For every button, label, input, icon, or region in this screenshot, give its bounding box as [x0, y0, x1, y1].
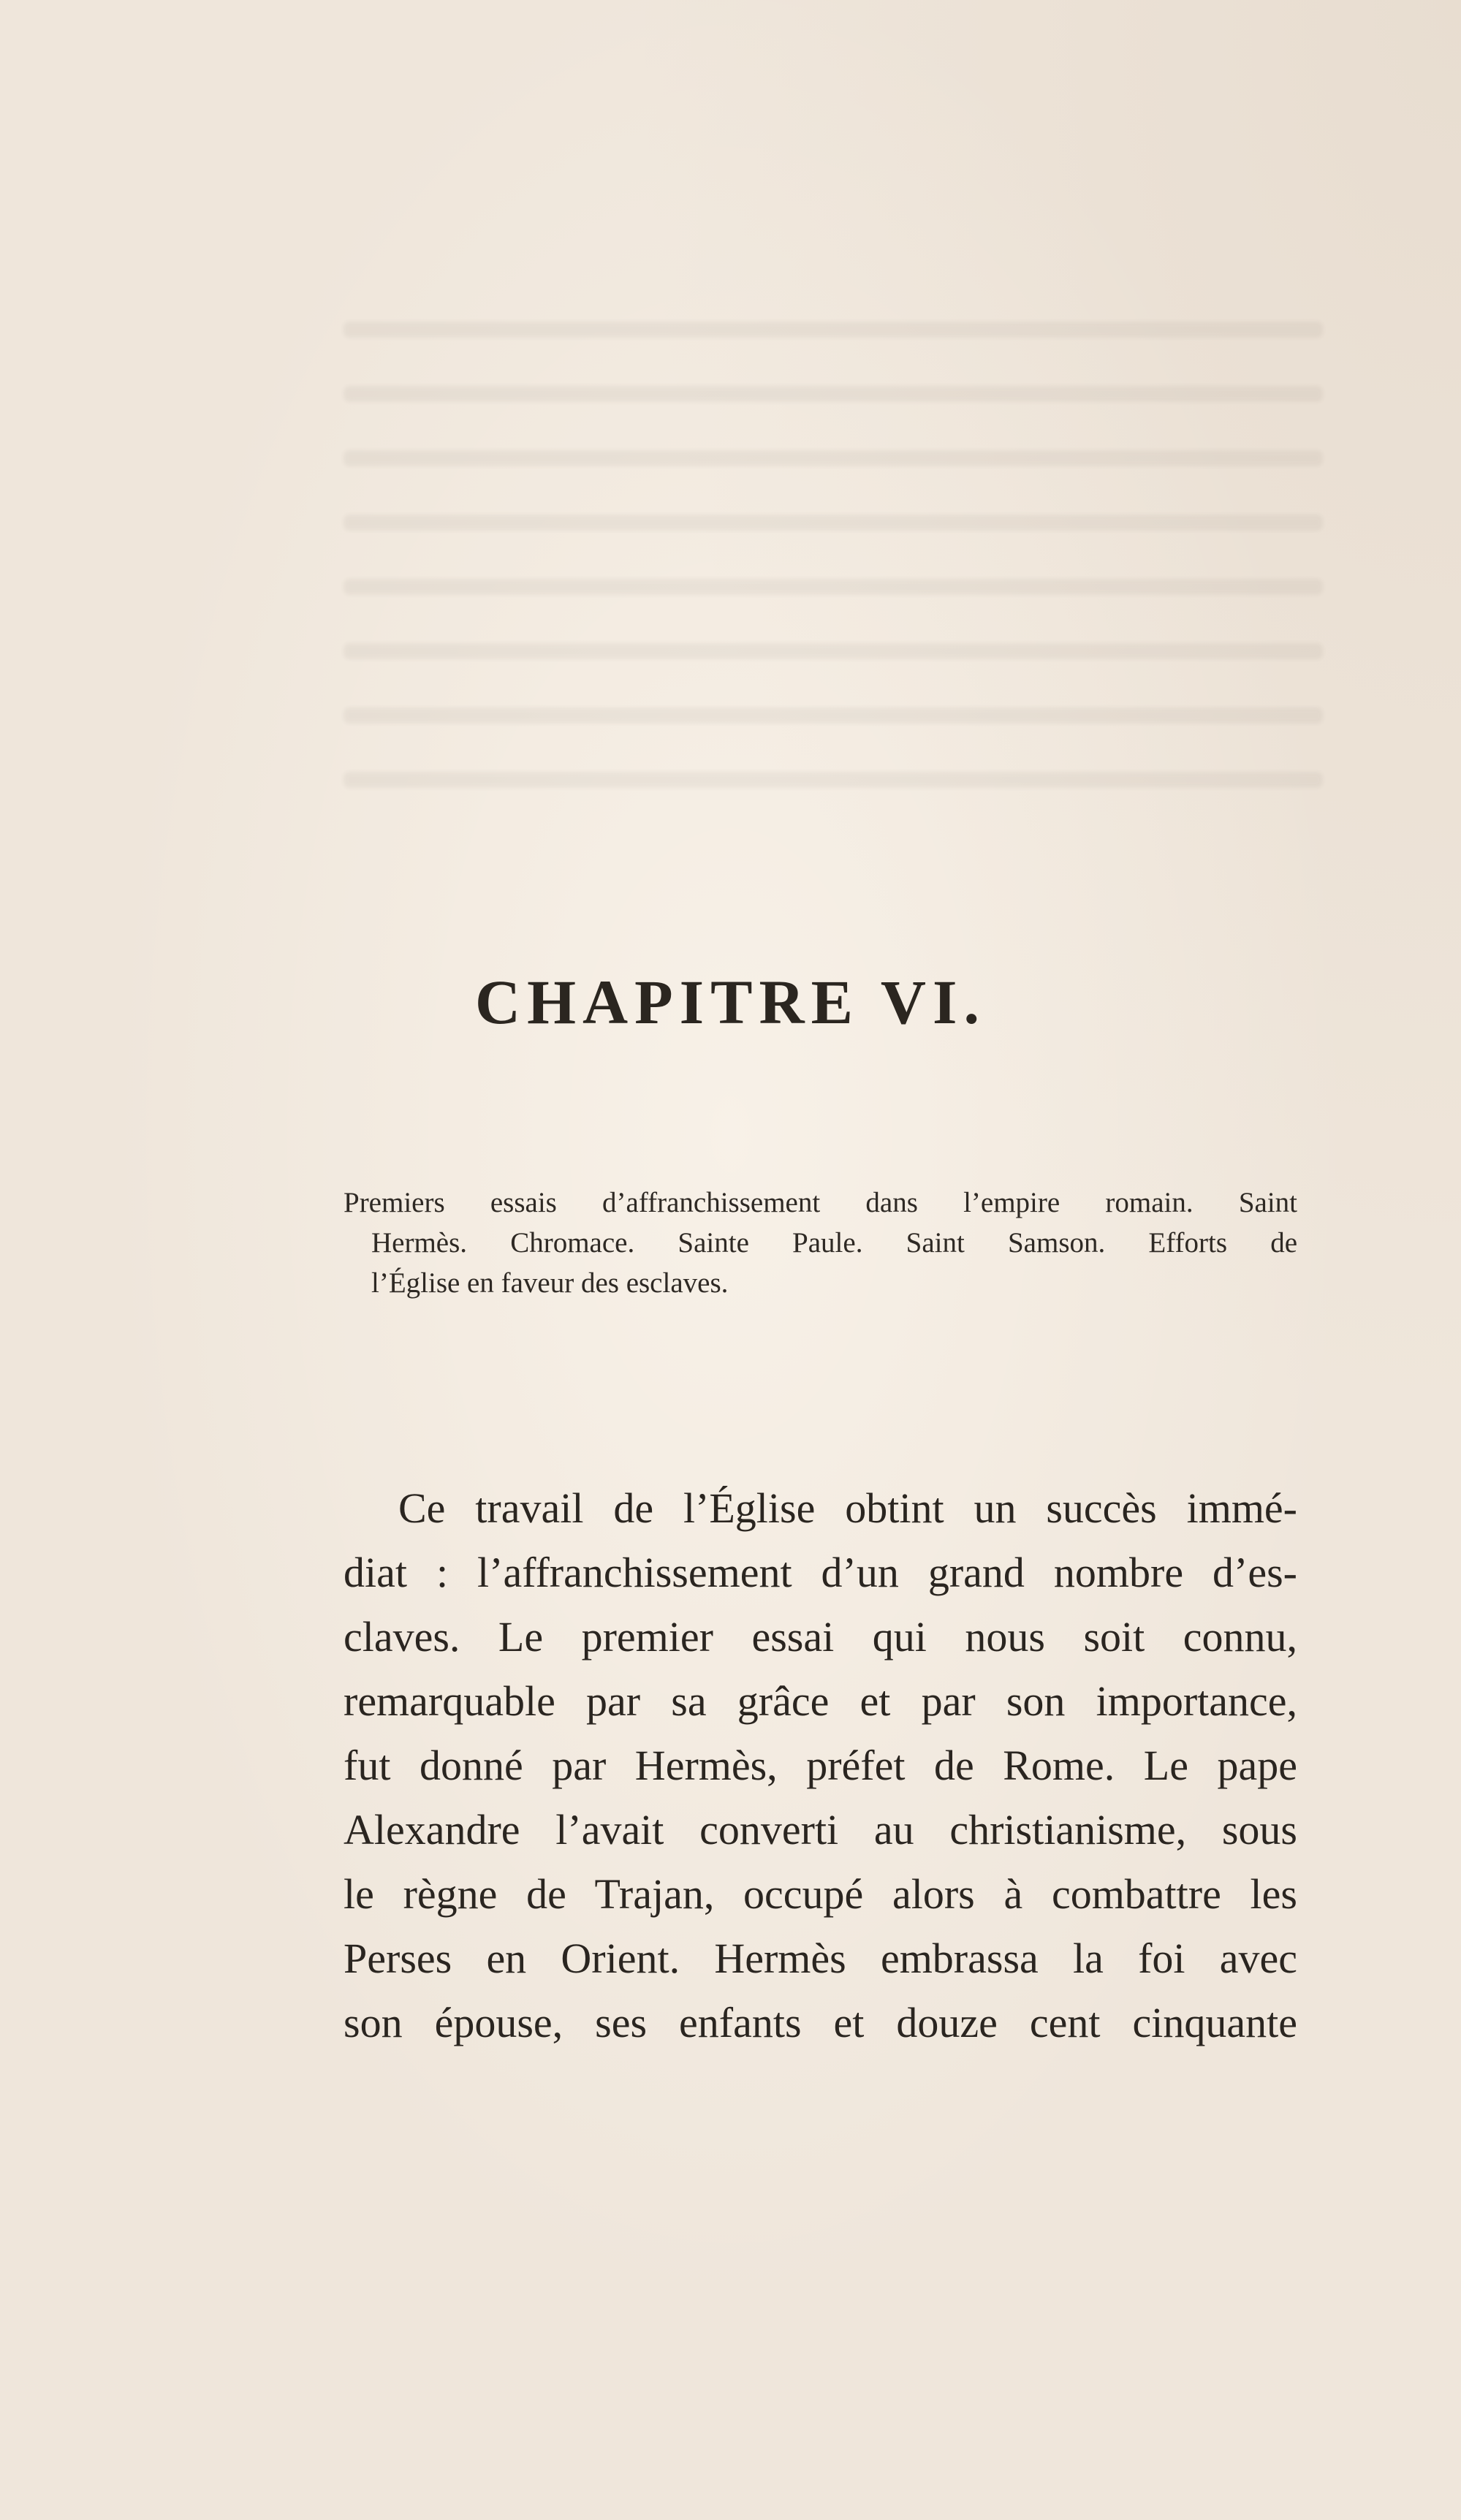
body-line: son épouse, ses enfants et douze cent cinquante [344, 1999, 1297, 2046]
body-paragraph [344, 1476, 1297, 2055]
body-line: remarquable par sa grâce et par son importance, [344, 1677, 1297, 1725]
show-through-text [344, 322, 1323, 819]
chapter-title: CHAPITRE VI. [475, 967, 986, 1037]
body-line: fut donné par Hermès, préfet de Rome. Le pape [344, 1742, 1297, 1789]
summary-line: Premiers essais d’affranchissement dans l’empire romain. Saint [344, 1187, 1297, 1218]
body-line: claves. Le premier essai qui nous soit connu, [344, 1613, 1297, 1661]
body-line: Perses en Orient. Hermès embrassa la foi avec [344, 1935, 1297, 1982]
summary-line: Hermès. Chromace. Sainte Paule. Saint Samson. Efforts de [371, 1227, 1297, 1259]
summary-line: l’Église en faveur des esclaves. [371, 1267, 729, 1299]
body-line: Alexandre l’avait converti au christianisme, sous [344, 1806, 1297, 1853]
body-line: le règne de Trajan, occupé alors à combattre les [344, 1870, 1297, 1918]
body-line: diat : l’affranchissement d’un grand nombre d’es- [344, 1549, 1297, 1596]
chapter-summary [344, 1183, 1297, 1303]
body-line: Ce travail de l’Église obtint un succès immé- [398, 1484, 1297, 1532]
